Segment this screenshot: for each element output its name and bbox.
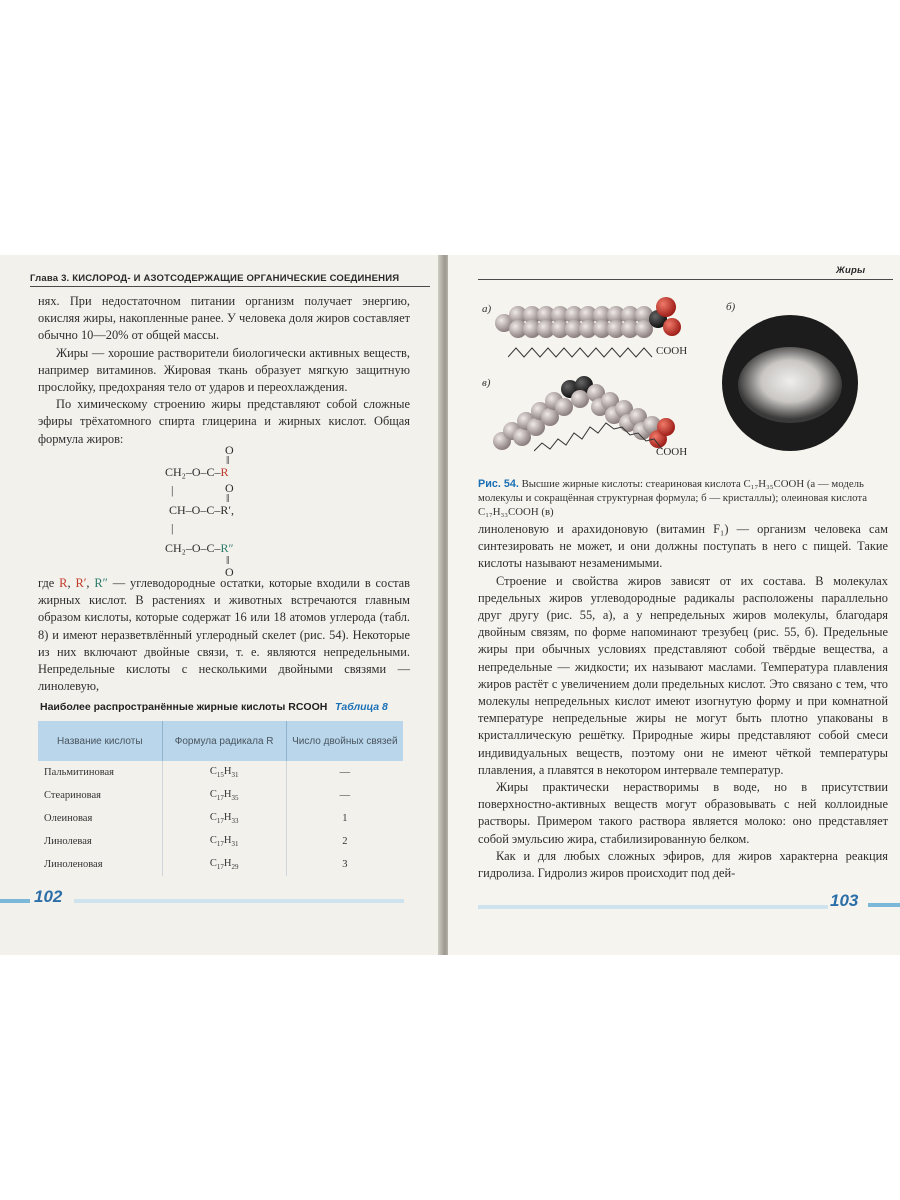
formula-r: R″ — [220, 541, 234, 555]
crystals-photo — [720, 313, 860, 453]
open-book — [0, 255, 900, 955]
formula-bond: | — [171, 521, 174, 535]
double-bonds: — — [286, 784, 403, 807]
cooh-label: COOH — [656, 446, 688, 458]
paragraph: где R, R′, R″ — углеводородные остатки, которые входили в состав жирных кислот. В растениях и животных встречаются главным образом кислоты, которые содержат 16 или 18 атомов углерода (табл. 8) и имеют неразветвлённый углеродный скелет (рис. 54). Некоторые из них включают двойные связи, т. е. являются непредельными. Непредельные кислоты с несколькими двойными связями — линолевую, — [38, 576, 410, 694]
double-bonds: 2 — [286, 830, 403, 853]
page-number-bar — [868, 903, 900, 907]
double-bonds: 3 — [286, 853, 403, 876]
formula-double-bond: ‖ — [226, 453, 230, 467]
formula-o: O — [225, 481, 234, 495]
table-caption — [40, 701, 388, 713]
formula-text: CH₂–O–C– — [165, 541, 221, 555]
figure-label: б) — [726, 301, 736, 313]
table-row — [38, 807, 403, 830]
section-header: Жиры — [836, 265, 866, 276]
formula-o: O — [225, 443, 234, 457]
table-number: Таблица 8 — [335, 701, 388, 713]
double-bonds: 1 — [286, 807, 403, 830]
page-number: 102 — [34, 887, 63, 906]
chapter-header: Глава 3. КИСЛОРОД- И АЗОТСОДЕРЖАЩИЕ ОРГАНИЧЕСКИЕ СОЕДИНЕНИЯ — [30, 273, 400, 284]
radical-formula: $C_{17}H_{35}$ — [162, 784, 286, 807]
paragraph: Жиры — хорошие растворители биологически активных веществ, например витаминов. Жировая ткань образует мягкую защитную прослойку, предохраняя тело от ударов и переохлаждения. — [38, 345, 410, 395]
formula-o: O — [225, 565, 234, 579]
column-header: Число двойных связей — [286, 721, 403, 761]
header-rule — [478, 279, 893, 280]
fatty-acids-table — [38, 721, 403, 876]
acid-name: Линолевая — [44, 836, 92, 847]
right-page — [448, 255, 900, 955]
formula-bond: | — [171, 483, 174, 497]
paragraph: линоленовую и арахидоновую (витамин F₁) — организм человека сам синтезировать не может, и они должны поступать в него с пищей. Такие кислоты называют незаменимыми. — [478, 522, 888, 571]
page-number-bar — [478, 905, 828, 909]
paragraph: Жиры практически нерастворимы в воде, но в присутствии поверхностно-активных веществ могут образовывать с ней коллоидные растворы. Примером такого раствора является молоко: оно представляет собой эмульсию жира, стабилизированную белком. — [478, 780, 888, 846]
formula-r: R — [220, 465, 229, 479]
left-page — [0, 255, 440, 955]
page-number-bar — [74, 899, 404, 903]
left-text-bottom — [38, 575, 410, 695]
radical-formula: $C_{17}H_{31}$ — [162, 830, 286, 853]
atom-chain — [495, 297, 681, 338]
caption-label: Рис. 54. — [478, 478, 519, 490]
acid-name: Линоленовая — [44, 859, 103, 870]
formula-text: CH₂–O–C– — [165, 465, 221, 479]
formula-row — [165, 541, 234, 555]
figure-caption — [478, 477, 888, 519]
paragraph: нях. При недостаточном питании организм получает энергию, окисляя жиры, накопленные ранее. У человека доля жиров составляет обычно 10—20% от общей массы. — [38, 294, 410, 343]
acid-name: Олеиновая — [44, 813, 93, 824]
zigzag-formula — [508, 345, 658, 359]
bent-zigzag-formula — [534, 417, 664, 457]
table-title: Наиболее распространённые жирные кислоты RCOOH — [40, 701, 328, 713]
cooh-label: COOH — [656, 345, 688, 357]
figure-label: в) — [482, 377, 491, 389]
page-number-bar — [0, 899, 30, 903]
acid-name: Пальмитиновая — [44, 767, 115, 778]
right-text — [478, 521, 888, 882]
left-text-top — [38, 293, 410, 448]
column-header: Формула радикала R — [162, 721, 286, 761]
double-bonds: — — [286, 761, 403, 784]
paragraph: По химическому строению жиры представляют собой сложные эфиры трёхатомного спирта глицерина и жирных кислот. Общая формула жиров: — [38, 397, 410, 446]
table-row — [38, 853, 403, 876]
text: где — [38, 576, 60, 590]
r-symbol: R — [59, 576, 68, 590]
page-number: 103 — [830, 891, 859, 910]
caption-text: Высшие жирные кислоты: стеариновая кислота C₁₇H₃₅COOH (а — модель молекулы и сокращённая структурная формула; б — кристаллы); олеиновая кислота C₁₇H₃₃COOH (в) — [478, 478, 867, 518]
formula-row — [165, 465, 229, 479]
r-symbol: R′ — [75, 576, 87, 590]
table-row — [38, 761, 403, 784]
table-row — [38, 784, 403, 807]
table-header-row — [38, 721, 403, 761]
acid-name: Стеариновая — [44, 790, 101, 801]
figure-label: а) — [482, 303, 492, 315]
table-row — [38, 830, 403, 853]
paragraph: Строение и свойства жиров зависят от их состава. В молекулах предельных жиров углеводородные радикалы расположены параллельно друг другу (рис. 55, а), а у непредельных жиров молекулы, благодаря двойным связям, по форме напоминают трезубец (рис. 55, б). Предельные жиры при обычных условиях представляют собой твёрдые вещества, а непредельные — жидкости; их называют маслами. Температура плавления жиров растёт с увеличением доли предельных кислот. Это связано с тем, что молекулы непредельных кислот имеют изогнутую форму и при комнатной температуре непредельные жиры не могут быть плотно упакованы в кристаллическую решётку. Природные жиры представляют собой смеси индивидуальных веществ, поэтому они не имеют чёткой температуры плавления, а плавятся в некотором интервале температур. — [478, 573, 888, 777]
radical-formula: $C_{17}H_{29}$ — [162, 853, 286, 876]
text: — углеводородные остатки, которые входили в состав жирных кислот. В растениях и животных встречаются главным образом кислоты, которые содержат 16 или 18 атомов углерода (табл. 8) и имеют неразветвлённый углеродный скелет (рис. 54). Некоторые из них включают двойные связи, т. е. являются непредельными. Непредельные кислоты с несколькими двойными связями — линолевую, — [38, 576, 410, 694]
formula-double-bond: ‖ — [226, 491, 230, 505]
column-header: Название кислоты — [38, 721, 162, 761]
radical-formula: $C_{15}H_{31}$ — [162, 761, 286, 784]
formula-double-bond: ‖ — [226, 553, 230, 567]
paragraph: Как и для любых сложных эфиров, для жиров характерна реакция гидролиза. Гидролиз жиров происходит под дей- — [478, 848, 888, 881]
header-rule — [30, 286, 430, 287]
formula-row: CH–O–C–R′, — [169, 503, 234, 517]
radical-formula: $C_{17}H_{33}$ — [162, 807, 286, 830]
r-symbol: R″ — [94, 576, 108, 590]
